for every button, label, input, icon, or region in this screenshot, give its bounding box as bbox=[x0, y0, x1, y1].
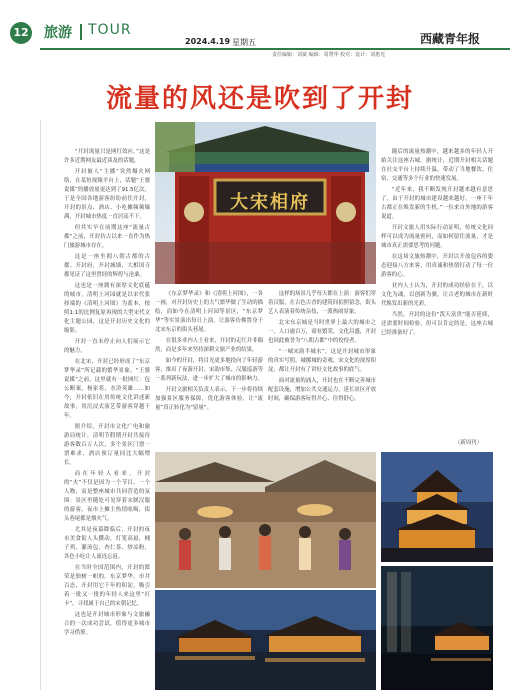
issue-weekday: 星期五 bbox=[232, 38, 256, 47]
margin-line bbox=[40, 120, 41, 690]
paragraph: 《东京梦华录》和《清明上河图》，一各一画，对开封历史上的大气繁华做了生动的描绘，而如今在清明上河园等景区，“东京梦华”等实景演出每日上演，让游客仿佛置身于北宋东京的街头巷尾。 bbox=[155, 291, 263, 333]
paragraph: 随后的流量热潮中，越来越多的年轻人开始关注这座古城。据统计，近期开封相关话题在社交平台上持续升温，带动了当地餐饮、住宿、交通等多个行业的快速发展。 bbox=[381, 149, 493, 182]
editor-credits: 责任编辑：刘斌 编辑：周赞华 校对：设计：刘惠光 bbox=[272, 52, 386, 58]
photo-night-tower bbox=[381, 452, 493, 562]
paragraph: 业内人士认为，开封的成功经验在于，以文化为魂，以创新为翼，让古老的城市在新时代焕发出新的光彩。 bbox=[381, 283, 493, 307]
photo-street-performance bbox=[155, 452, 376, 588]
paragraph: “开封流量只是网红效应。”这是许多近期网友最近谈及的话题。 bbox=[64, 149, 150, 164]
photo-riverside-lights bbox=[381, 566, 493, 690]
paragraph: 这是一座坐拥八朝古都的古都。开封府，开封城墙，大相国寺都见证了这里曾经的辉煌与沧桑。 bbox=[64, 254, 150, 278]
section-divider bbox=[80, 24, 82, 40]
paragraph: 开封文旅相关负责人表示，下一步将持续加强景区服务保障，优化游客体验，让“流量”真正转化为“留量”。 bbox=[155, 387, 263, 411]
article-column-3 bbox=[268, 290, 376, 450]
photo-temple-gate bbox=[155, 122, 376, 284]
paragraph: 当然，开封的这份“泼天富贵”能否延续，还需要时间检验，但可以肯定的是，这座古城已经准备好了。 bbox=[381, 312, 493, 336]
page-number-badge: 12 bbox=[10, 22, 32, 44]
paragraph: 北宋东京城是当时世界上最大的城市之一，人口逾百万，商业繁荣，文化昌盛，开封也因此被誉为“八朝古都”中的佼佼者。 bbox=[268, 320, 376, 344]
paragraph: 在这场文旅热潮中，开封以开放包容的姿态迎接八方来客，用真诚和热情打动了每一位游客的心。 bbox=[381, 254, 493, 278]
article-column-2 bbox=[155, 290, 263, 450]
photo-night-riverside bbox=[155, 590, 376, 690]
article-byline: （新周刊） bbox=[455, 440, 482, 446]
header-rule bbox=[40, 48, 510, 50]
newspaper-masthead: 西藏青年报 bbox=[420, 32, 481, 46]
paragraph: 开封一直未停止向人们展示它的魅力。 bbox=[64, 339, 150, 354]
paragraph: “一城宋韵半城水”，这是开封城市形象的真实写照。城摞城的奇观、宋文化的深厚积淀，都让开封有了讲好文化故事的底气。 bbox=[268, 349, 376, 373]
paragraph: 在很多业内人士看来，开封的走红并非偶然，而是多年来坚持深耕文旅产业的结果。 bbox=[155, 338, 263, 353]
paragraph: 开封被人“主播”突然爆火网络，在某短视频平台上，话题“王婆说媒”的播放量更达到了91.5亿次，于是全国各地游客纷纷前往开封，开封的景点、酒店、小吃摊频频爆满，开封城市热度一直居高不下。 bbox=[64, 169, 150, 220]
paragraph: 但其实早在前期这座“流量古都”之前，开封仿古以来一直作为热门旅游城市存在。 bbox=[64, 225, 150, 249]
paragraph: 而在年轻人看来，开封的“火”不仅是因为一个节目、一个人物，而是整座城市共同营造的氛围：景区里随处可见穿着宋制汉服的游客，夜市上摊主热情吆喝，街头巷尾都是烟火气。 bbox=[64, 471, 150, 522]
paragraph: 这样的场景几乎每天都在上演：游客们穿着汉服，在古色古香的建筑间拍照留念，街头艺人表演着传统杂技，一派热闹景象。 bbox=[268, 291, 376, 315]
article-headline: 流量的风还是吹到了开封 bbox=[105, 84, 414, 114]
section-title-en: TOUR bbox=[88, 22, 132, 38]
paragraph: 如今的开封，将目光更多地投向了年轻游客，推出了夜游开封、宋韵市集、汉服巡游等一系列新玩法，进一步扩大了城市的影响力。 bbox=[155, 358, 263, 382]
issue-date: 2024.4.19 bbox=[185, 37, 231, 46]
article-column-4 bbox=[381, 148, 493, 450]
paragraph: 尤其是夜幕降临后，开封的夜市美食街人头攒动，灯笼高悬，桶子鸡、灌汤包、杏仁茶、炒凉粉，各色小吃让人流连忘返。 bbox=[64, 527, 150, 560]
paragraph: 开封文旅人用实际行动证明，传统文化同样可以成为流量密码，而如何留住流量，才是城市真正需要思考的问题。 bbox=[381, 225, 493, 249]
section-title-cn: 旅游 bbox=[44, 25, 72, 41]
paragraph: 据介绍，开封市文化广电和旅游局统计，清明节假期开封共接待游客数百万人次，多个景区门票一票难求，酒店预订量同比大幅增长。 bbox=[64, 424, 150, 466]
article-column-1 bbox=[64, 148, 150, 682]
paragraph: “近年来，我不断发现开封越来越有意思了，由于开封的城市建设越来越好，一座千年古都正在焕发新的生机。”一位来自外地的游客说道。 bbox=[381, 187, 493, 220]
page-header bbox=[0, 0, 520, 62]
gate-plaque-text: 大宋相府 bbox=[230, 192, 310, 213]
paragraph: 面对流量的涌入，开封也在不断完善城市配套设施，增加公共交通运力，延长景区开放时间，确保游客玩得开心、住得舒心。 bbox=[268, 378, 376, 402]
paragraph: 这也是开封城市形象与文旅融合的一次成功尝试，值得更多城市学习借鉴。 bbox=[64, 612, 150, 636]
paragraph: 在北宋，开封已经形成了“东京梦华录”所记载的繁华景象。“王婆说媒”之前，这里就有一批网红：包公断案，杨家将，水浒英雄……如今，开封依旧在用传统文化讲述新故事，用沉浸式演艺带游客穿越千年。 bbox=[64, 359, 150, 419]
paragraph: 在当时全国范围内，开封的繁荣是独树一帜的。东京梦华，市井百态，开封用它千年的积淀，吸引着一批又一批的年轻人来这里“打卡”，寻找属于自己的宋朝记忆。 bbox=[64, 565, 150, 607]
paragraph: 这也是一座拥有深厚文化底蕴的城市，清明上河园就是以宋代张择端的《清明上河图》为蓝本，按照1:1的比例复原再现的大型宋代文化主题公园，这是开封历史文化的缩影。 bbox=[64, 283, 150, 334]
